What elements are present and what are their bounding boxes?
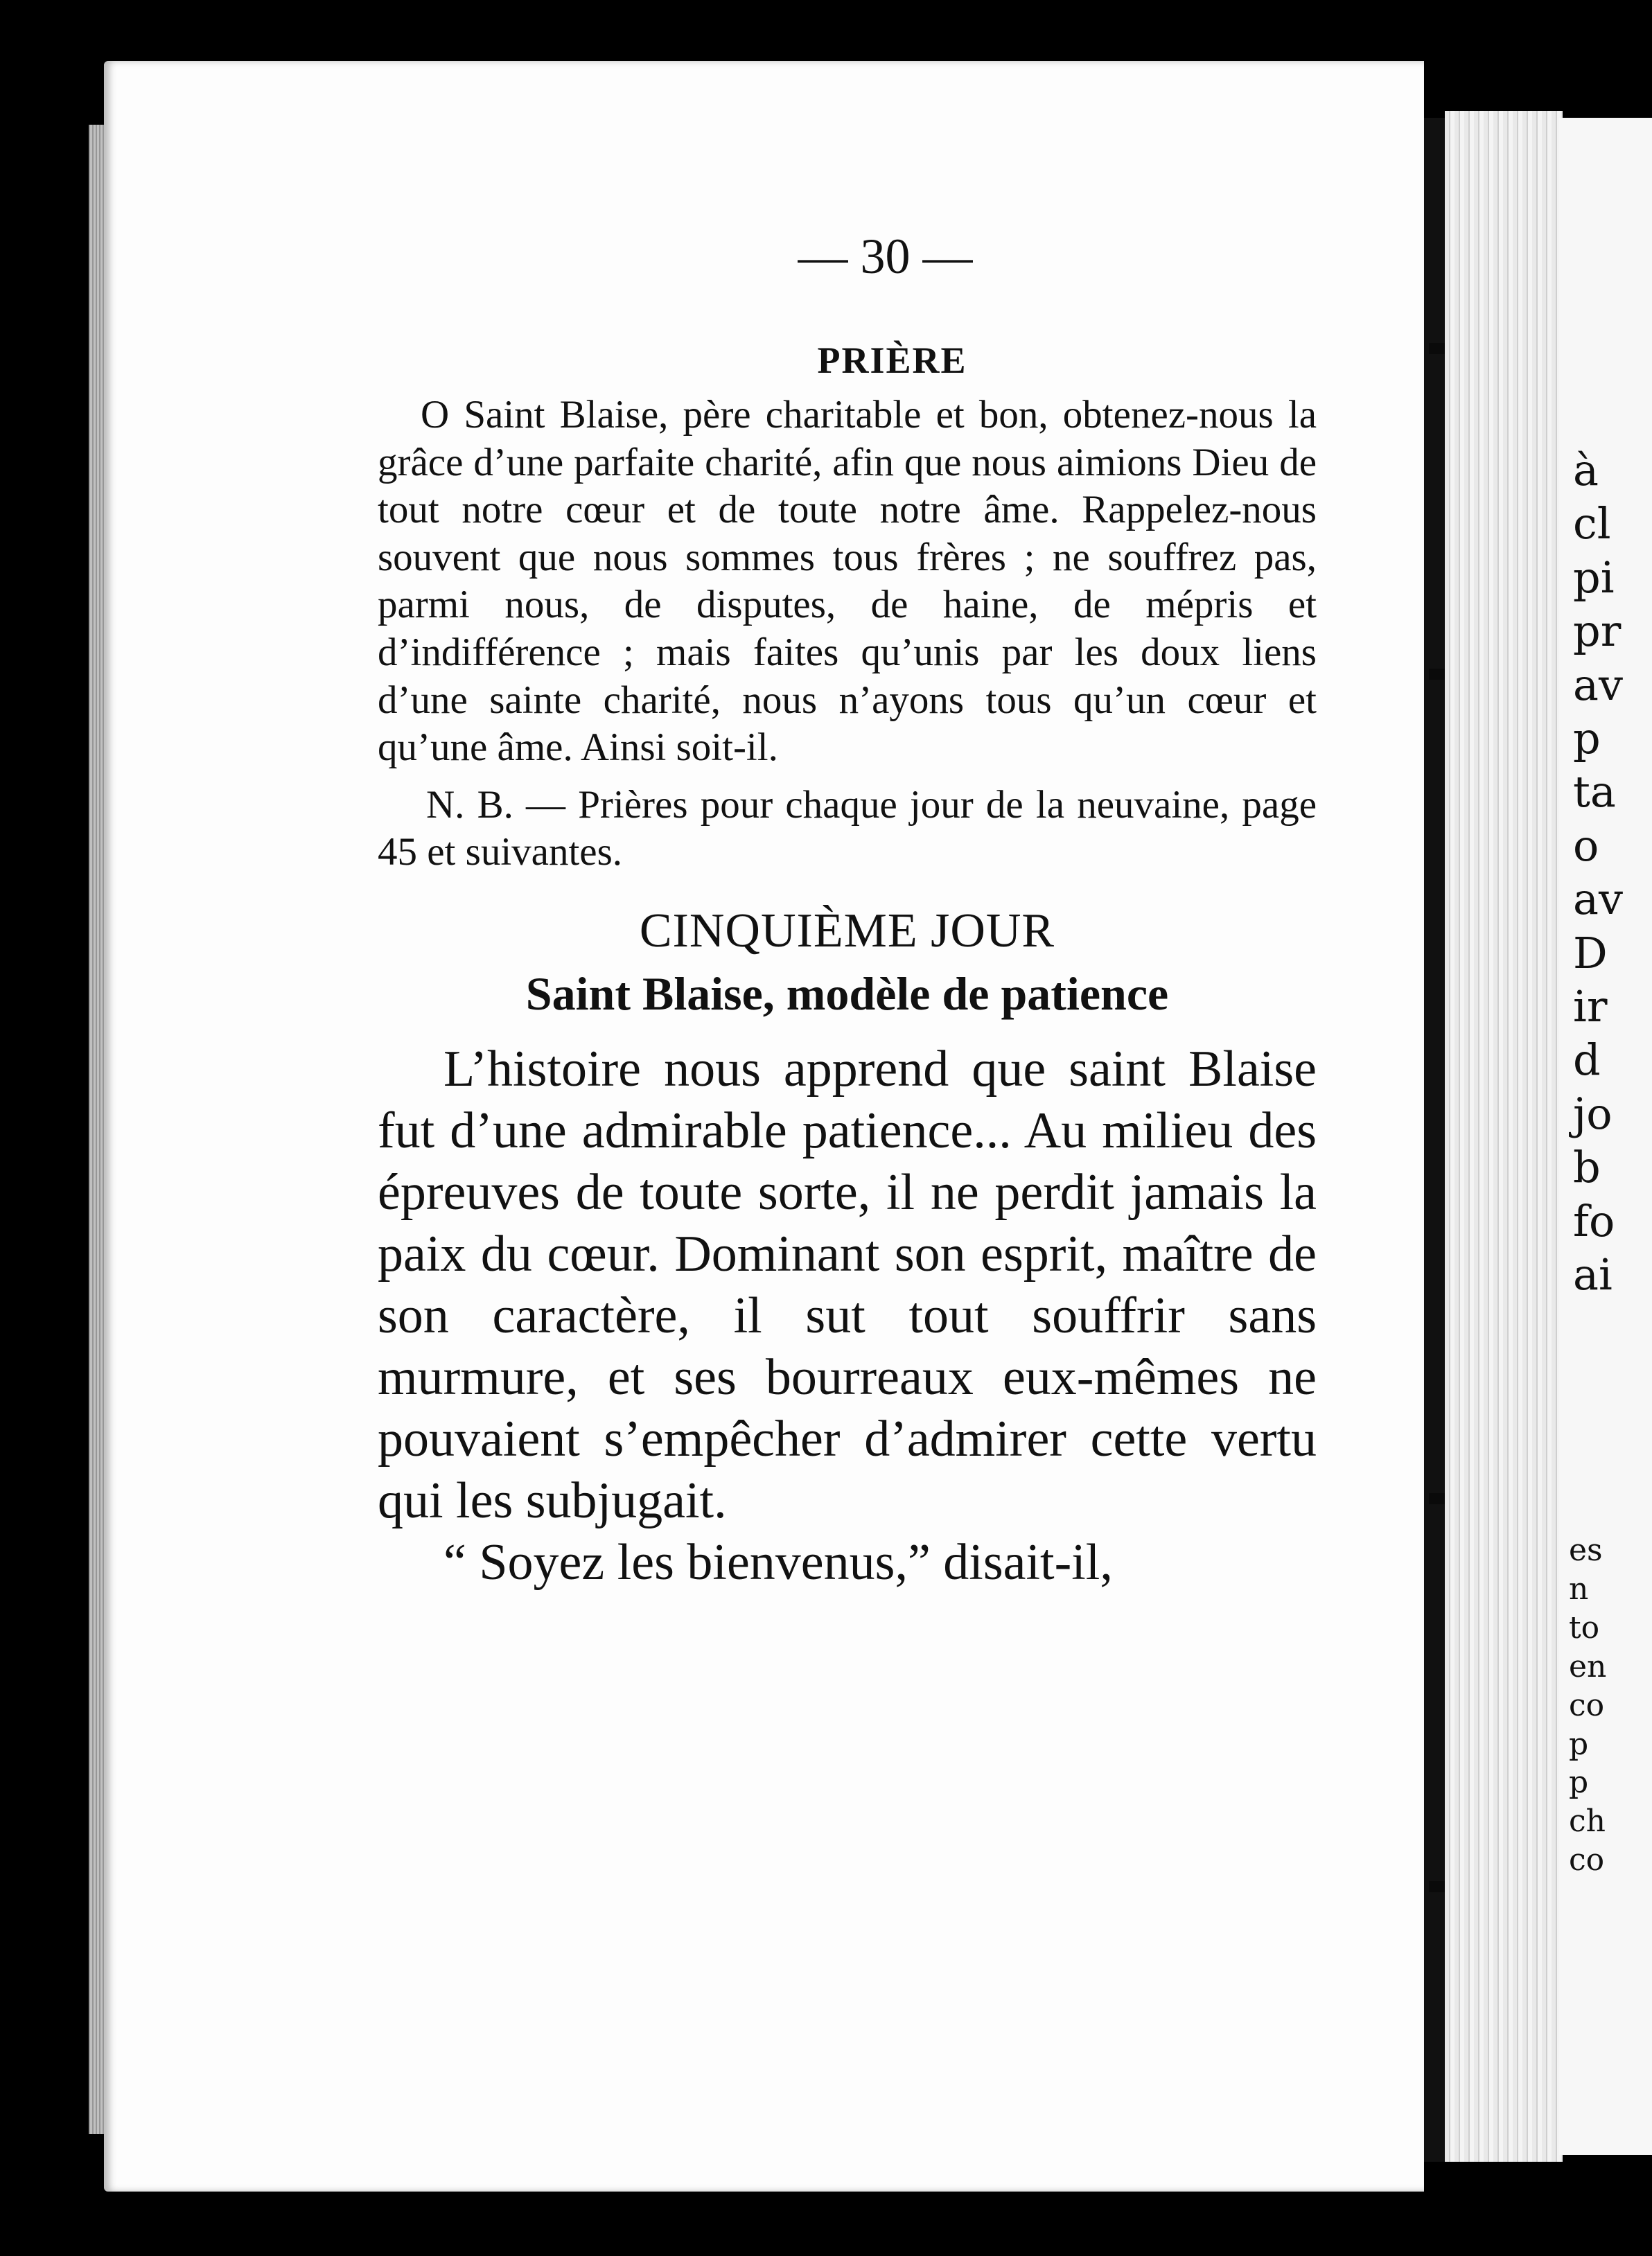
body-paragraph: L’histoire nous apprend que saint Blaise fut d’une admirable patience... Au milieu des épreuves de toute sorte, il ne perdit jamais la paix du cœur. Dominant son esprit, maître de son caractère, il sut tout souffrir sans murmure, et ses bourreaux eux-mêmes ne pouvaient s’empêcher d’admirer cette vertu qui les subjugait. bbox=[378, 1040, 1317, 1529]
prayer-heading: PRIÈRE bbox=[817, 340, 967, 381]
scan-speck bbox=[7, 1559, 12, 1565]
page-number: — 30 — bbox=[798, 229, 973, 284]
book-gutter bbox=[1424, 118, 1445, 2162]
body-paragraph: “ Soyez les bienvenus,” disait-il, bbox=[443, 1533, 1113, 1591]
scan-speck bbox=[17, 1438, 24, 1445]
page-text-block bbox=[378, 218, 1317, 1594]
facing-page-fringe bbox=[1445, 111, 1563, 2162]
facing-page bbox=[1559, 118, 1652, 2155]
facing-page-upper-fragments: à cl pi pr av p ta o av D ir d jo b fo ai bbox=[1573, 445, 1623, 1301]
prayer-text: O Saint Blaise, père charitable et bon, obtenez-nous la grâce d’une parfaite charité, afin que nous aimions Dieu de tout notre cœur et de toute notre âme. Rappelez-nous souvent que nous sommes tous frères ; ne souffrez pas, parmi nous, de disputes, de haine, de mépris et d’indifférence ; mais faites qu’unis par les doux liens d’une sainte charité, nous n’ayons tous qu’un cœur et qu’une âme. Ainsi soit-il. bbox=[378, 393, 1317, 770]
novena-note: N. B. — Prières pour chaque jour de la neuvaine, page 45 et suivantes. bbox=[378, 782, 1317, 874]
chapter-subtitle: Saint Blaise, modèle de patience bbox=[525, 967, 1169, 1020]
facing-page-lower-fragments: es n to en co p p ch co bbox=[1569, 1533, 1607, 1878]
chapter-title: CINQUIÈME JOUR bbox=[639, 904, 1055, 958]
